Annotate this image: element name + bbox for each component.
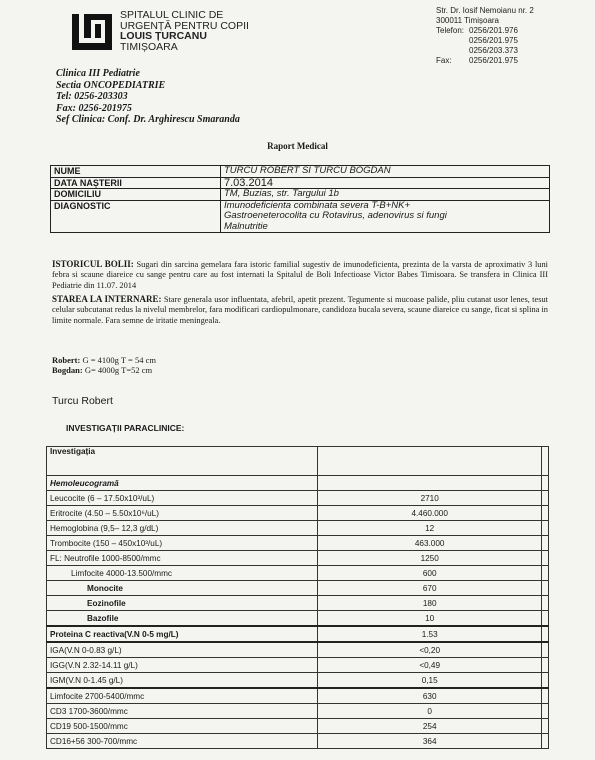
measurement-row (52, 365, 156, 375)
lab-empty-cell (318, 476, 542, 491)
lab-test-value: 180 (318, 596, 542, 611)
measurement-row (52, 355, 156, 365)
clinic-block (56, 68, 240, 126)
lab-empty-cell (542, 626, 549, 642)
history-text: Sugari din sarcina gemelara fara istoric familial sugestiv de imunodeficienta, prezinta de la varsta de aproximativ 3 luni febra si scaune diareice cu sange pentru care au fost internati la Spitalul de Boli Infectioase Victor Babes Timisoara. Se transfera in Clinica III Pediatrie din 11.07. 2014 (52, 260, 548, 290)
lab-test-value: 4.460.000 (318, 506, 542, 521)
lab-test-name: Leucocite (6 – 17.50x10³/uL) (47, 491, 318, 506)
lab-test-name: Trombocite (150 – 450x10³/uL) (47, 536, 318, 551)
lab-row (47, 626, 549, 642)
lab-test-value: 2710 (318, 491, 542, 506)
lab-row (47, 506, 549, 521)
lab-results-table (46, 446, 549, 749)
lab-test-value: 254 (318, 719, 542, 734)
info-value (221, 200, 550, 233)
history-paragraph (52, 259, 548, 291)
info-row (51, 166, 550, 178)
lab-empty-cell (542, 658, 549, 673)
diagnostic-line: Imunodeficienta combinata severa T-B+NK+ (224, 199, 411, 211)
lab-row (47, 642, 549, 658)
lab-section-row (47, 476, 549, 491)
hospital-name-line: TIMIȘOARA (120, 40, 178, 53)
patient-name: Turcu Robert (52, 395, 113, 407)
lab-row (47, 566, 549, 581)
lab-empty-cell (542, 642, 549, 658)
info-row (51, 189, 550, 201)
measurement-name: Robert: (52, 355, 81, 365)
clinic-line: Fax: 0256-201975 (56, 102, 132, 114)
lab-empty-cell (542, 734, 549, 749)
lab-test-name: IGA(V.N 0-0.83 g/L) (47, 642, 318, 658)
fax-label: Fax: (436, 56, 452, 65)
lab-row (47, 581, 549, 596)
lab-row (47, 521, 549, 536)
lab-header-empty (542, 447, 549, 476)
lab-row (47, 688, 549, 704)
lab-empty-cell (542, 536, 549, 551)
lab-test-name: Limfocite 4000-13.500/mmc (47, 566, 318, 581)
lab-empty-cell (542, 596, 549, 611)
info-key: DOMICILIU (51, 189, 221, 201)
lab-empty-cell (542, 521, 549, 536)
info-row (51, 200, 550, 233)
lab-test-value: 1.53 (318, 626, 542, 642)
info-key: NUME (51, 166, 221, 178)
lab-row (47, 536, 549, 551)
lab-test-value: 0,15 (318, 673, 542, 689)
lab-row (47, 611, 549, 627)
lab-test-value: 0 (318, 704, 542, 719)
lab-test-value: 630 (318, 688, 542, 704)
diagnostic-line: Malnutritie (224, 220, 268, 232)
lab-empty-cell (542, 719, 549, 734)
lab-empty-cell (542, 506, 549, 521)
lab-empty-cell (542, 566, 549, 581)
admission-paragraph (52, 294, 548, 326)
lab-empty-cell (542, 581, 549, 596)
lab-test-name: Limfocite 2700-5400/mmc (47, 688, 318, 704)
address-city: 300011 Timișoara (436, 16, 499, 25)
info-key: DATA NAȘTERII (51, 177, 221, 189)
hospital-name-line: LOUIS ȚURCANU (120, 30, 207, 42)
lab-test-name: CD16+56 300-700/mmc (47, 734, 318, 749)
info-value: 7.03.2014 (221, 177, 550, 189)
lab-header-cell: Investigația (47, 447, 318, 476)
diagnostic-line: Gastroeneterocolita cu Rotavirus, adenovirus si fungi (224, 210, 447, 221)
lab-row (47, 658, 549, 673)
lab-empty-cell (542, 491, 549, 506)
phone-number: 0256/203.373 (469, 46, 518, 55)
measurements (52, 355, 156, 375)
measurement-values: G = 4100g T = 54 cm (82, 355, 156, 365)
lab-empty-cell (542, 551, 549, 566)
lab-test-name: FL: Neutrofile 1000-8500/mmc (47, 551, 318, 566)
lab-row (47, 491, 549, 506)
lab-section-label: Hemoleucogramă (47, 476, 318, 491)
address-street: Str. Dr. Iosif Nemoianu nr. 2 (436, 6, 534, 15)
lab-row (47, 551, 549, 566)
lab-test-name: Monocite (47, 581, 318, 596)
lab-test-value: <0,20 (318, 642, 542, 658)
fax-number: 0256/201.975 (469, 56, 518, 65)
hospital-name-line: URGENȚĂ PENTRU COPII (120, 19, 249, 32)
clinic-line: Sef Clinica: Conf. Dr. Arghirescu Smaranda (56, 114, 240, 126)
phone-number: 0256/201.975 (469, 36, 518, 45)
hospital-address (436, 6, 534, 66)
lab-test-name: Eozinofile (47, 596, 318, 611)
lab-test-value: 12 (318, 521, 542, 536)
lab-row (47, 734, 549, 749)
patient-info-table (50, 165, 550, 233)
lab-empty-cell (542, 673, 549, 689)
info-key: DIAGNOSTIC (51, 200, 221, 233)
lab-test-value: 364 (318, 734, 542, 749)
lab-test-name: IGG(V.N 2.32-14.11 g/L) (47, 658, 318, 673)
clinic-line: Sectia ONCOPEDIATRIE (56, 79, 166, 91)
info-row (51, 177, 550, 189)
hospital-name-line: SPITALUL CLINIC DE (120, 9, 224, 21)
info-value: TM, Buzias, str. Targului 1b (221, 189, 550, 201)
lab-header-empty (318, 447, 542, 476)
lab-test-value: 1250 (318, 551, 542, 566)
lab-test-name: Proteina C reactiva(V.N 0-5 mg/L) (47, 626, 318, 642)
lab-empty-cell (542, 476, 549, 491)
lab-test-value: 600 (318, 566, 542, 581)
lab-row (47, 719, 549, 734)
lab-row (47, 673, 549, 689)
history-label: ISTORICUL BOLII: (52, 259, 134, 269)
measurement-values: G= 4000g T=52 cm (84, 365, 153, 375)
lab-test-value: 670 (318, 581, 542, 596)
hospital-name (120, 10, 249, 52)
lab-empty-cell (542, 688, 549, 704)
phone-number: 0256/201.976 (469, 26, 518, 35)
hospital-logo-icon (70, 12, 114, 52)
lab-test-name: IGM(V.N 0-1.45 g/L) (47, 673, 318, 689)
lab-test-name: Eritrocite (4.50 – 5.50x10⁶/uL) (47, 506, 318, 521)
lab-test-name: CD3 1700-3600/mmc (47, 704, 318, 719)
measurement-name: Bogdan: (52, 365, 83, 375)
investigations-title: INVESTIGAȚII PARACLINICE: (66, 423, 185, 433)
lab-row (47, 704, 549, 719)
lab-empty-cell (542, 704, 549, 719)
clinic-line: Clinica III Pediatrie (56, 68, 140, 79)
lab-test-value: <0,49 (318, 658, 542, 673)
clinic-line: Tel: 0256-203303 (56, 91, 128, 103)
lab-empty-cell (542, 611, 549, 627)
admission-text: Stare generala usor influentata, afebril, apetit prezent. Tegumente si mucoase palide, pliu cutanat usor lenes, tesut celular subcutanat redus la nivelul membrelor, fara modificari cardiopulmonare, candidoza bucala severa, scaune diareice cu sange, ficat si splina in limite normale. Fara semne de iritatie meningeala. (52, 295, 548, 325)
report-title: Raport Medical (267, 141, 328, 151)
lab-row (47, 596, 549, 611)
lab-test-name: Bazofile (47, 611, 318, 627)
phone-label: Telefon: (436, 26, 465, 35)
lab-test-value: 463.000 (318, 536, 542, 551)
lab-header-row (47, 447, 549, 476)
lab-test-name: CD19 500-1500/mmc (47, 719, 318, 734)
admission-label: STAREA LA INTERNARE: (52, 294, 162, 304)
info-value: TURCU ROBERT SI TURCU BOGDAN (221, 166, 550, 178)
lab-test-name: Hemoglobina (9,5– 12,3 g/dL) (47, 521, 318, 536)
lab-test-value: 10 (318, 611, 542, 627)
